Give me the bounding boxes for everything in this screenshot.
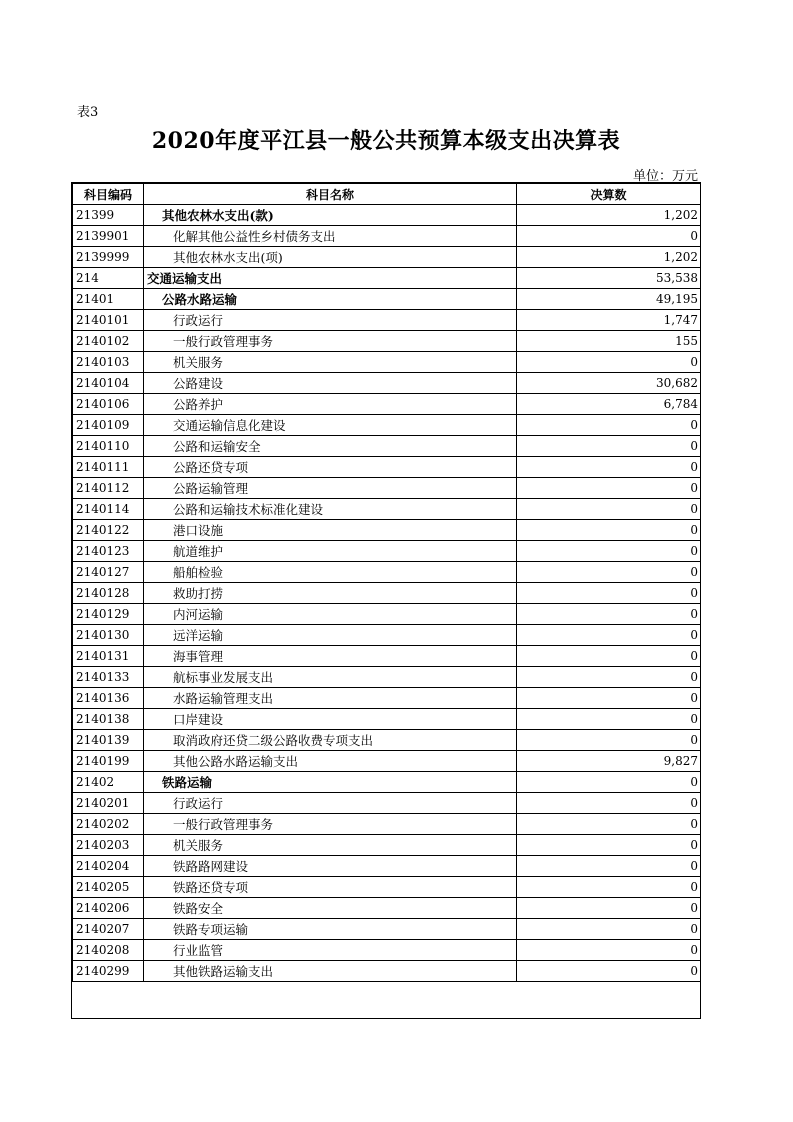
row-code-cell: 2140127 (73, 562, 144, 583)
row-code-cell: 2140205 (73, 877, 144, 898)
row-code-cell: 21399 (73, 205, 144, 226)
row-name-cell: 一般行政管理事务 (144, 814, 517, 835)
row-name-cell: 远洋运输 (144, 625, 517, 646)
row-code-cell: 2140104 (73, 373, 144, 394)
table-row (73, 646, 701, 667)
row-code-cell: 2140102 (73, 331, 144, 352)
row-code-cell: 2140139 (73, 730, 144, 751)
row-code-cell: 21401 (73, 289, 144, 310)
header-row (73, 184, 701, 205)
row-amount-cell: 0 (517, 457, 701, 478)
row-amount-cell: 0 (517, 877, 701, 898)
table-row (73, 205, 701, 226)
row-code-cell: 2140129 (73, 604, 144, 625)
row-name-cell: 公路建设 (144, 373, 517, 394)
table-row (73, 898, 701, 919)
row-amount-cell: 0 (517, 499, 701, 520)
row-code-cell: 21402 (73, 772, 144, 793)
row-name-cell: 内河运输 (144, 604, 517, 625)
row-amount-cell: 49,195 (517, 289, 701, 310)
table-row (73, 352, 701, 373)
row-code-cell: 2140207 (73, 919, 144, 940)
table-row (73, 709, 701, 730)
table-row (73, 667, 701, 688)
row-code-cell: 2139901 (73, 226, 144, 247)
row-name-cell: 其他公路水路运输支出 (144, 751, 517, 772)
table-row (73, 226, 701, 247)
unit-label: 单位：万元 (632, 169, 698, 184)
row-name-cell: 公路和运输技术标准化建设 (144, 499, 517, 520)
row-name-cell: 公路水路运输 (144, 289, 517, 310)
row-amount-cell: 30,682 (517, 373, 701, 394)
row-name-cell: 铁路还贷专项 (144, 877, 517, 898)
table-row (73, 331, 701, 352)
row-code-cell: 2140112 (73, 478, 144, 499)
row-name-cell: 公路运输管理 (144, 478, 517, 499)
table-row (73, 835, 701, 856)
row-amount-cell: 0 (517, 709, 701, 730)
header-name: 科目名称 (144, 184, 517, 205)
table-row (73, 940, 701, 961)
row-code-cell: 2140110 (73, 436, 144, 457)
row-name-cell: 机关服务 (144, 835, 517, 856)
table-row (73, 268, 701, 289)
row-name-cell: 交通运输信息化建设 (144, 415, 517, 436)
row-name-cell: 铁路专项运输 (144, 919, 517, 940)
table-row (73, 961, 701, 982)
table-row (73, 583, 701, 604)
row-amount-cell: 0 (517, 730, 701, 751)
row-code-cell: 2140101 (73, 310, 144, 331)
table-row (73, 877, 701, 898)
table-row (73, 604, 701, 625)
budget-table (72, 183, 701, 982)
row-name-cell: 其他铁路运输支出 (144, 961, 517, 982)
row-amount-cell: 6,784 (517, 394, 701, 415)
row-amount-cell: 0 (517, 541, 701, 562)
row-amount-cell: 0 (517, 898, 701, 919)
table-row (73, 478, 701, 499)
table-row (73, 751, 701, 772)
row-amount-cell: 0 (517, 562, 701, 583)
row-name-cell: 口岸建设 (144, 709, 517, 730)
row-code-cell: 214 (73, 268, 144, 289)
page-title: 2020年度平江县一般公共预算本级支出决算表 (151, 128, 621, 154)
row-code-cell: 2140203 (73, 835, 144, 856)
row-name-cell: 其他农林水支出(项) (144, 247, 517, 268)
row-amount-cell: 0 (517, 772, 701, 793)
table-row (73, 856, 701, 877)
row-name-cell: 公路还贷专项 (144, 457, 517, 478)
row-amount-cell: 155 (517, 331, 701, 352)
row-code-cell: 2140103 (73, 352, 144, 373)
table-row (73, 415, 701, 436)
row-code-cell: 2140111 (73, 457, 144, 478)
row-amount-cell: 0 (517, 646, 701, 667)
row-code-cell: 2140138 (73, 709, 144, 730)
row-amount-cell: 1,202 (517, 205, 701, 226)
table-row (73, 436, 701, 457)
row-code-cell: 2140201 (73, 793, 144, 814)
row-code-cell: 2139999 (73, 247, 144, 268)
row-name-cell: 化解其他公益性乡村债务支出 (144, 226, 517, 247)
row-name-cell: 海事管理 (144, 646, 517, 667)
row-name-cell: 铁路运输 (144, 772, 517, 793)
row-amount-cell: 0 (517, 688, 701, 709)
table-row (73, 394, 701, 415)
row-name-cell: 救助打捞 (144, 583, 517, 604)
row-code-cell: 2140206 (73, 898, 144, 919)
row-amount-cell: 0 (517, 226, 701, 247)
row-name-cell: 行政运行 (144, 793, 517, 814)
table-row (73, 793, 701, 814)
row-name-cell: 船舶检验 (144, 562, 517, 583)
row-name-cell: 其他农林水支出(款) (144, 205, 517, 226)
row-code-cell: 2140204 (73, 856, 144, 877)
row-amount-cell: 0 (517, 793, 701, 814)
table-body (73, 205, 701, 982)
row-name-cell: 港口设施 (144, 520, 517, 541)
row-name-cell: 航标事业发展支出 (144, 667, 517, 688)
row-name-cell: 交通运输支出 (144, 268, 517, 289)
row-amount-cell: 0 (517, 478, 701, 499)
row-amount-cell: 0 (517, 856, 701, 877)
row-name-cell: 机关服务 (144, 352, 517, 373)
row-code-cell: 2140122 (73, 520, 144, 541)
row-name-cell: 公路养护 (144, 394, 517, 415)
row-amount-cell: 0 (517, 940, 701, 961)
table-row (73, 289, 701, 310)
row-code-cell: 2140123 (73, 541, 144, 562)
row-code-cell: 2140106 (73, 394, 144, 415)
row-amount-cell: 0 (517, 352, 701, 373)
table-row (73, 772, 701, 793)
row-name-cell: 一般行政管理事务 (144, 331, 517, 352)
row-code-cell: 2140133 (73, 667, 144, 688)
row-name-cell: 铁路路网建设 (144, 856, 517, 877)
row-code-cell: 2140299 (73, 961, 144, 982)
table-number-label: 表3 (77, 105, 99, 120)
row-code-cell: 2140208 (73, 940, 144, 961)
row-amount-cell: 1,202 (517, 247, 701, 268)
row-code-cell: 2140131 (73, 646, 144, 667)
table-row (73, 373, 701, 394)
row-amount-cell: 0 (517, 520, 701, 541)
table-row (73, 562, 701, 583)
row-code-cell: 2140136 (73, 688, 144, 709)
row-code-cell: 2140109 (73, 415, 144, 436)
row-name-cell: 航道维护 (144, 541, 517, 562)
row-name-cell: 行政运行 (144, 310, 517, 331)
row-code-cell: 2140130 (73, 625, 144, 646)
row-amount-cell: 9,827 (517, 751, 701, 772)
row-amount-cell: 0 (517, 667, 701, 688)
row-name-cell: 行业监管 (144, 940, 517, 961)
row-amount-cell: 0 (517, 919, 701, 940)
row-amount-cell: 1,747 (517, 310, 701, 331)
table-row (73, 310, 701, 331)
row-amount-cell: 53,538 (517, 268, 701, 289)
row-amount-cell: 0 (517, 436, 701, 457)
table-row (73, 688, 701, 709)
table-header (73, 184, 701, 205)
row-amount-cell: 0 (517, 625, 701, 646)
row-name-cell: 铁路安全 (144, 898, 517, 919)
row-amount-cell: 0 (517, 961, 701, 982)
row-amount-cell: 0 (517, 835, 701, 856)
table-row (73, 919, 701, 940)
table-row (73, 457, 701, 478)
table-row (73, 730, 701, 751)
row-amount-cell: 0 (517, 604, 701, 625)
table-row (73, 247, 701, 268)
table-row (73, 520, 701, 541)
table-row (73, 541, 701, 562)
row-name-cell: 公路和运输安全 (144, 436, 517, 457)
row-code-cell: 2140202 (73, 814, 144, 835)
table-row (73, 814, 701, 835)
row-amount-cell: 0 (517, 583, 701, 604)
header-code: 科目编码 (73, 184, 144, 205)
table-row (73, 625, 701, 646)
row-name-cell: 取消政府还贷二级公路收费专项支出 (144, 730, 517, 751)
row-amount-cell: 0 (517, 415, 701, 436)
header-amount: 决算数 (517, 184, 701, 205)
row-code-cell: 2140128 (73, 583, 144, 604)
row-code-cell: 2140199 (73, 751, 144, 772)
table-row (73, 499, 701, 520)
row-name-cell: 水路运输管理支出 (144, 688, 517, 709)
row-code-cell: 2140114 (73, 499, 144, 520)
row-amount-cell: 0 (517, 814, 701, 835)
